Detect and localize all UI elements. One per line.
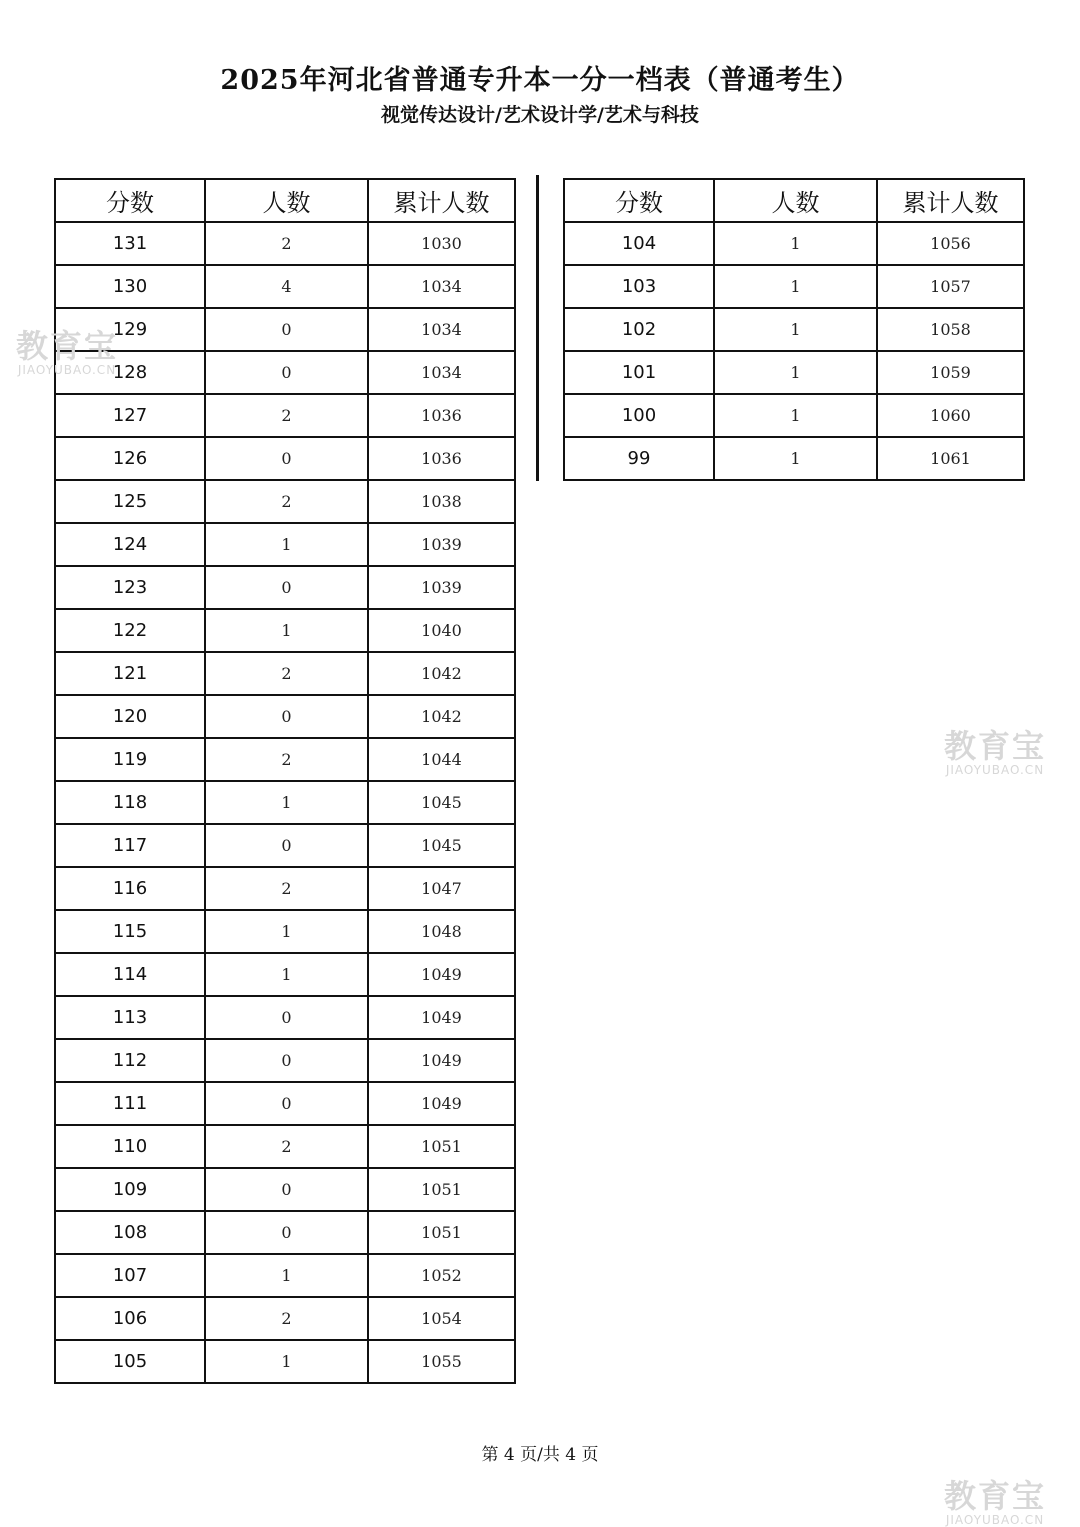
cell-cumulative: 1034 <box>368 265 515 308</box>
table-row <box>55 1168 515 1211</box>
table-row <box>55 566 515 609</box>
cell-cumulative: 1049 <box>368 1039 515 1082</box>
cell-cumulative: 1051 <box>368 1168 515 1211</box>
cell-count: 2 <box>205 222 368 265</box>
table-row <box>55 1340 515 1383</box>
table-row <box>564 222 1024 265</box>
cell-score: 109 <box>55 1168 205 1211</box>
table-row <box>564 437 1024 480</box>
cell-score: 113 <box>55 996 205 1039</box>
cell-count: 1 <box>714 351 877 394</box>
cell-score: 115 <box>55 910 205 953</box>
table-row <box>564 394 1024 437</box>
cell-count: 0 <box>205 437 368 480</box>
cell-count: 1 <box>205 910 368 953</box>
cell-cumulative: 1034 <box>368 308 515 351</box>
cell-count: 2 <box>205 652 368 695</box>
header-count: 人数 <box>205 179 368 222</box>
cell-count: 2 <box>205 1125 368 1168</box>
cell-score: 129 <box>55 308 205 351</box>
cell-score: 122 <box>55 609 205 652</box>
cell-cumulative: 1057 <box>877 265 1024 308</box>
cell-count: 1 <box>714 222 877 265</box>
table-row <box>55 738 515 781</box>
cell-count: 4 <box>205 265 368 308</box>
cell-count: 1 <box>714 265 877 308</box>
cell-score: 112 <box>55 1039 205 1082</box>
cell-count: 2 <box>205 738 368 781</box>
cell-cumulative: 1054 <box>368 1297 515 1340</box>
table-body-left <box>55 222 515 1383</box>
cell-cumulative: 1044 <box>368 738 515 781</box>
cell-count: 1 <box>205 781 368 824</box>
cell-score: 102 <box>564 308 714 351</box>
cell-cumulative: 1051 <box>368 1211 515 1254</box>
cell-score: 107 <box>55 1254 205 1297</box>
cell-count: 2 <box>205 480 368 523</box>
cell-count: 0 <box>205 1039 368 1082</box>
cell-score: 101 <box>564 351 714 394</box>
table-row <box>55 1211 515 1254</box>
table-row <box>55 824 515 867</box>
watermark-text: 教育宝 <box>944 1477 1047 1515</box>
cell-cumulative: 1049 <box>368 996 515 1039</box>
cell-cumulative: 1051 <box>368 1125 515 1168</box>
cell-score: 116 <box>55 867 205 910</box>
watermark-domain: JIAOYUBAO.CN <box>945 763 1045 777</box>
cell-cumulative: 1049 <box>368 1082 515 1125</box>
table-row <box>55 996 515 1039</box>
cell-score: 123 <box>55 566 205 609</box>
table-row <box>55 351 515 394</box>
cell-cumulative: 1049 <box>368 953 515 996</box>
table-body-right <box>564 222 1024 480</box>
watermark-logo <box>944 727 1047 777</box>
cell-score: 106 <box>55 1297 205 1340</box>
table-row <box>55 480 515 523</box>
cell-cumulative: 1061 <box>877 437 1024 480</box>
cell-cumulative: 1052 <box>368 1254 515 1297</box>
table-row <box>55 867 515 910</box>
cell-count: 1 <box>205 609 368 652</box>
page-subtitle: 视觉传达设计/艺术设计学/艺术与科技 <box>381 104 699 126</box>
cell-count: 1 <box>205 1340 368 1383</box>
cell-score: 105 <box>55 1340 205 1383</box>
cell-cumulative: 1039 <box>368 566 515 609</box>
table-row <box>55 1297 515 1340</box>
cell-count: 1 <box>714 394 877 437</box>
cell-count: 0 <box>205 308 368 351</box>
cell-cumulative: 1058 <box>877 308 1024 351</box>
table-row <box>55 910 515 953</box>
cell-count: 2 <box>205 394 368 437</box>
cell-score: 121 <box>55 652 205 695</box>
cell-score: 124 <box>55 523 205 566</box>
page-title: 2025年河北省普通专升本一分一档表（普通考生） <box>220 65 860 96</box>
cell-cumulative: 1038 <box>368 480 515 523</box>
cell-cumulative: 1042 <box>368 695 515 738</box>
cell-count: 0 <box>205 996 368 1039</box>
table-row <box>564 351 1024 394</box>
cell-count: 2 <box>205 1297 368 1340</box>
watermark-logo <box>944 1477 1047 1527</box>
table-row <box>55 1082 515 1125</box>
cell-count: 1 <box>205 953 368 996</box>
cell-count: 1 <box>714 308 877 351</box>
cell-cumulative: 1039 <box>368 523 515 566</box>
cell-count: 0 <box>205 695 368 738</box>
cell-cumulative: 1056 <box>877 222 1024 265</box>
cell-count: 0 <box>205 566 368 609</box>
cell-score: 100 <box>564 394 714 437</box>
cell-score: 110 <box>55 1125 205 1168</box>
cell-score: 131 <box>55 222 205 265</box>
cell-cumulative: 1048 <box>368 910 515 953</box>
watermark-domain: JIAOYUBAO.CN <box>945 1513 1045 1527</box>
cell-count: 0 <box>205 1082 368 1125</box>
page-footer: 第 4 页/共 4 页 <box>481 1445 599 1465</box>
header-cumulative: 累计人数 <box>877 179 1024 222</box>
table-row <box>55 609 515 652</box>
table-row <box>55 222 515 265</box>
header-score: 分数 <box>564 179 714 222</box>
cell-cumulative: 1055 <box>368 1340 515 1383</box>
cell-score: 119 <box>55 738 205 781</box>
cell-score: 103 <box>564 265 714 308</box>
column-divider <box>536 175 539 481</box>
table-row <box>55 308 515 351</box>
cell-score: 117 <box>55 824 205 867</box>
table-row <box>55 652 515 695</box>
table-row <box>55 695 515 738</box>
table-row <box>55 265 515 308</box>
cell-cumulative: 1045 <box>368 824 515 867</box>
cell-count: 1 <box>205 1254 368 1297</box>
cell-score: 120 <box>55 695 205 738</box>
table-row <box>55 523 515 566</box>
watermark-domain: JIAOYUBAO.CN <box>17 363 117 377</box>
cell-cumulative: 1059 <box>877 351 1024 394</box>
table-row <box>55 437 515 480</box>
cell-score: 127 <box>55 394 205 437</box>
header-score: 分数 <box>55 179 205 222</box>
cell-count: 0 <box>205 1168 368 1211</box>
cell-score: 111 <box>55 1082 205 1125</box>
cell-cumulative: 1042 <box>368 652 515 695</box>
header-cumulative: 累计人数 <box>368 179 515 222</box>
table-row <box>55 953 515 996</box>
cell-score: 130 <box>55 265 205 308</box>
cell-cumulative: 1036 <box>368 437 515 480</box>
cell-score: 114 <box>55 953 205 996</box>
table-row <box>564 265 1024 308</box>
cell-cumulative: 1045 <box>368 781 515 824</box>
score-table-right <box>563 178 1025 481</box>
cell-score: 99 <box>564 437 714 480</box>
table-row <box>564 308 1024 351</box>
cell-count: 0 <box>205 1211 368 1254</box>
cell-count: 1 <box>714 437 877 480</box>
watermark-text: 教育宝 <box>944 727 1047 765</box>
table-header-row <box>564 179 1024 222</box>
cell-cumulative: 1030 <box>368 222 515 265</box>
score-table-left <box>54 178 516 1384</box>
table-row <box>55 1125 515 1168</box>
cell-score: 108 <box>55 1211 205 1254</box>
cell-cumulative: 1060 <box>877 394 1024 437</box>
table-row <box>55 394 515 437</box>
cell-cumulative: 1036 <box>368 394 515 437</box>
cell-cumulative: 1034 <box>368 351 515 394</box>
cell-count: 0 <box>205 351 368 394</box>
cell-count: 0 <box>205 824 368 867</box>
cell-cumulative: 1040 <box>368 609 515 652</box>
cell-score: 126 <box>55 437 205 480</box>
table-row <box>55 1039 515 1082</box>
table-row <box>55 1254 515 1297</box>
cell-cumulative: 1047 <box>368 867 515 910</box>
cell-score: 125 <box>55 480 205 523</box>
cell-score: 104 <box>564 222 714 265</box>
cell-count: 1 <box>205 523 368 566</box>
table-header-row <box>55 179 515 222</box>
table-row <box>55 781 515 824</box>
cell-score: 118 <box>55 781 205 824</box>
header-count: 人数 <box>714 179 877 222</box>
cell-count: 2 <box>205 867 368 910</box>
watermark-text: 教育宝 <box>16 327 119 365</box>
watermark-logo <box>16 327 119 377</box>
cell-score: 128 <box>55 351 205 394</box>
